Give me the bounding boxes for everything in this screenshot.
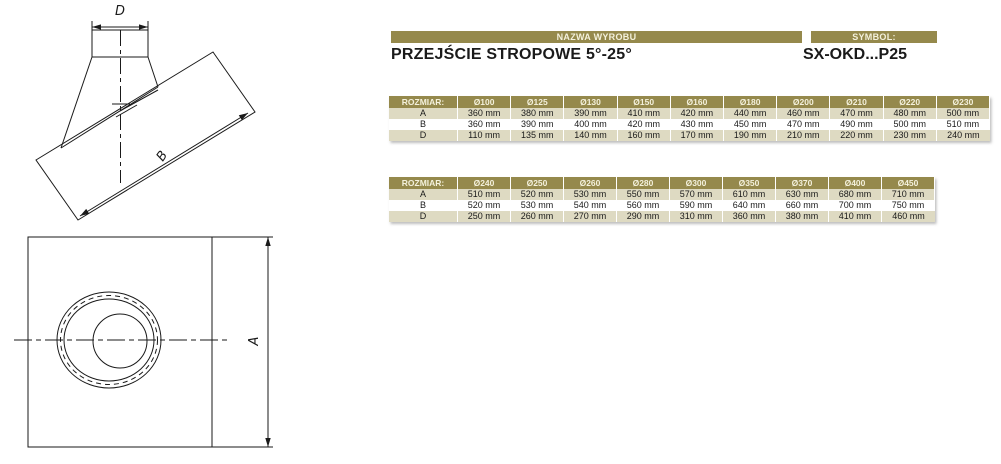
column-header: Ø300: [670, 177, 723, 189]
table-cell: 240 mm: [937, 130, 990, 141]
table-cell: 270 mm: [564, 211, 617, 222]
top-view-drawing: [36, 4, 255, 220]
table-cell: 510 mm: [937, 119, 990, 130]
table-cell: 360 mm: [458, 108, 511, 119]
base-plate-outline: [28, 237, 212, 447]
column-header: Ø125: [511, 96, 564, 108]
table-cell: 160 mm: [618, 130, 671, 141]
column-header: Ø160: [671, 96, 724, 108]
table-cell: 410 mm: [829, 211, 882, 222]
row-header-label: ROZMIAR:: [389, 96, 458, 108]
row-label: B: [389, 119, 458, 130]
table-cell: 410 mm: [618, 108, 671, 119]
table-cell: 420 mm: [618, 119, 671, 130]
table-cell: 170 mm: [671, 130, 724, 141]
row-label: A: [389, 189, 458, 200]
table-cell: 530 mm: [511, 200, 564, 211]
row-label: A: [389, 108, 458, 119]
column-header: Ø260: [564, 177, 617, 189]
table-cell: 210 mm: [777, 130, 830, 141]
dim-arrow-a-top: [265, 237, 270, 246]
column-header: Ø200: [777, 96, 830, 108]
column-header: Ø240: [458, 177, 511, 189]
table-cell: 570 mm: [670, 189, 723, 200]
slanted-plate-outline: [36, 52, 255, 220]
column-header: Ø210: [830, 96, 883, 108]
row-label: D: [389, 211, 458, 222]
column-header: Ø450: [882, 177, 935, 189]
table-cell: 230 mm: [884, 130, 937, 141]
table-cell: 480 mm: [884, 108, 937, 119]
table-cell: 450 mm: [724, 119, 777, 130]
table-cell: 390 mm: [511, 119, 564, 130]
table-cell: 530 mm: [564, 189, 617, 200]
column-header: Ø150: [618, 96, 671, 108]
table-cell: 460 mm: [882, 211, 935, 222]
column-header: Ø350: [723, 177, 776, 189]
table-cell: 380 mm: [776, 211, 829, 222]
table-cell: 380 mm: [511, 108, 564, 119]
table-cell: 440 mm: [724, 108, 777, 119]
table-cell: 700 mm: [829, 200, 882, 211]
table-cell: 630 mm: [776, 189, 829, 200]
column-header: Ø180: [724, 96, 777, 108]
dim-arrow-d-right: [139, 24, 148, 29]
table-cell: 360 mm: [458, 119, 511, 130]
table-cell: 610 mm: [723, 189, 776, 200]
table-cell: 540 mm: [564, 200, 617, 211]
row-label: B: [389, 200, 458, 211]
table-cell: 550 mm: [617, 189, 670, 200]
bottom-view-drawing: [14, 237, 273, 447]
column-header: Ø370: [776, 177, 829, 189]
table-cell: 640 mm: [723, 200, 776, 211]
table-cell: 590 mm: [670, 200, 723, 211]
column-header: Ø280: [617, 177, 670, 189]
table-cell: 400 mm: [564, 119, 617, 130]
row-label: D: [389, 130, 458, 141]
table-cell: 260 mm: [511, 211, 564, 222]
table-cell: 510 mm: [458, 189, 511, 200]
column-header: Ø400: [829, 177, 882, 189]
dim-arrow-b-bottom: [80, 209, 89, 216]
table-cell: 135 mm: [511, 130, 564, 141]
dim-label-d: D: [114, 4, 126, 19]
column-header: Ø230: [937, 96, 990, 108]
table-cell: 420 mm: [671, 108, 724, 119]
symbol-value: SX-OKD...P25: [802, 46, 908, 63]
dim-arrow-d-left: [92, 24, 101, 29]
table-cell: 660 mm: [776, 200, 829, 211]
table-cell: 470 mm: [777, 119, 830, 130]
symbol-header-bar: SYMBOL:: [811, 31, 937, 43]
table-cell: 310 mm: [670, 211, 723, 222]
table-cell: 500 mm: [884, 119, 937, 130]
table-cell: 520 mm: [511, 189, 564, 200]
table-cell: 390 mm: [564, 108, 617, 119]
table-cell: 520 mm: [458, 200, 511, 211]
product-name-header-bar: NAZWA WYROBU: [391, 31, 802, 43]
table-cell: 750 mm: [882, 200, 935, 211]
column-header: Ø250: [511, 177, 564, 189]
row-header-label: ROZMIAR:: [389, 177, 458, 189]
table-cell: 430 mm: [671, 119, 724, 130]
table-cell: 140 mm: [564, 130, 617, 141]
table-cell: 460 mm: [777, 108, 830, 119]
dim-arrow-a-bottom: [265, 438, 270, 447]
table-cell: 470 mm: [830, 108, 883, 119]
dim-label-b: B: [153, 148, 172, 165]
table-cell: 290 mm: [617, 211, 670, 222]
table-cell: 110 mm: [458, 130, 511, 141]
table-cell: 500 mm: [937, 108, 990, 119]
table-cell: 220 mm: [830, 130, 883, 141]
dim-label-a: A: [247, 336, 262, 346]
column-header: Ø130: [564, 96, 617, 108]
pipe-hole-circle: [93, 314, 147, 368]
size-table-large-diameters: [389, 177, 935, 222]
size-table-small-diameters: [389, 96, 990, 141]
column-header: Ø220: [884, 96, 937, 108]
table-cell: 560 mm: [617, 200, 670, 211]
table-cell: 250 mm: [458, 211, 511, 222]
product-name: PRZEJŚCIE STROPOWE 5°-25°: [391, 46, 632, 63]
table-cell: 710 mm: [882, 189, 935, 200]
column-header: Ø100: [458, 96, 511, 108]
table-cell: 490 mm: [830, 119, 883, 130]
table-cell: 680 mm: [829, 189, 882, 200]
table-cell: 190 mm: [724, 130, 777, 141]
table-cell: 360 mm: [723, 211, 776, 222]
technical-drawing: [0, 0, 380, 464]
